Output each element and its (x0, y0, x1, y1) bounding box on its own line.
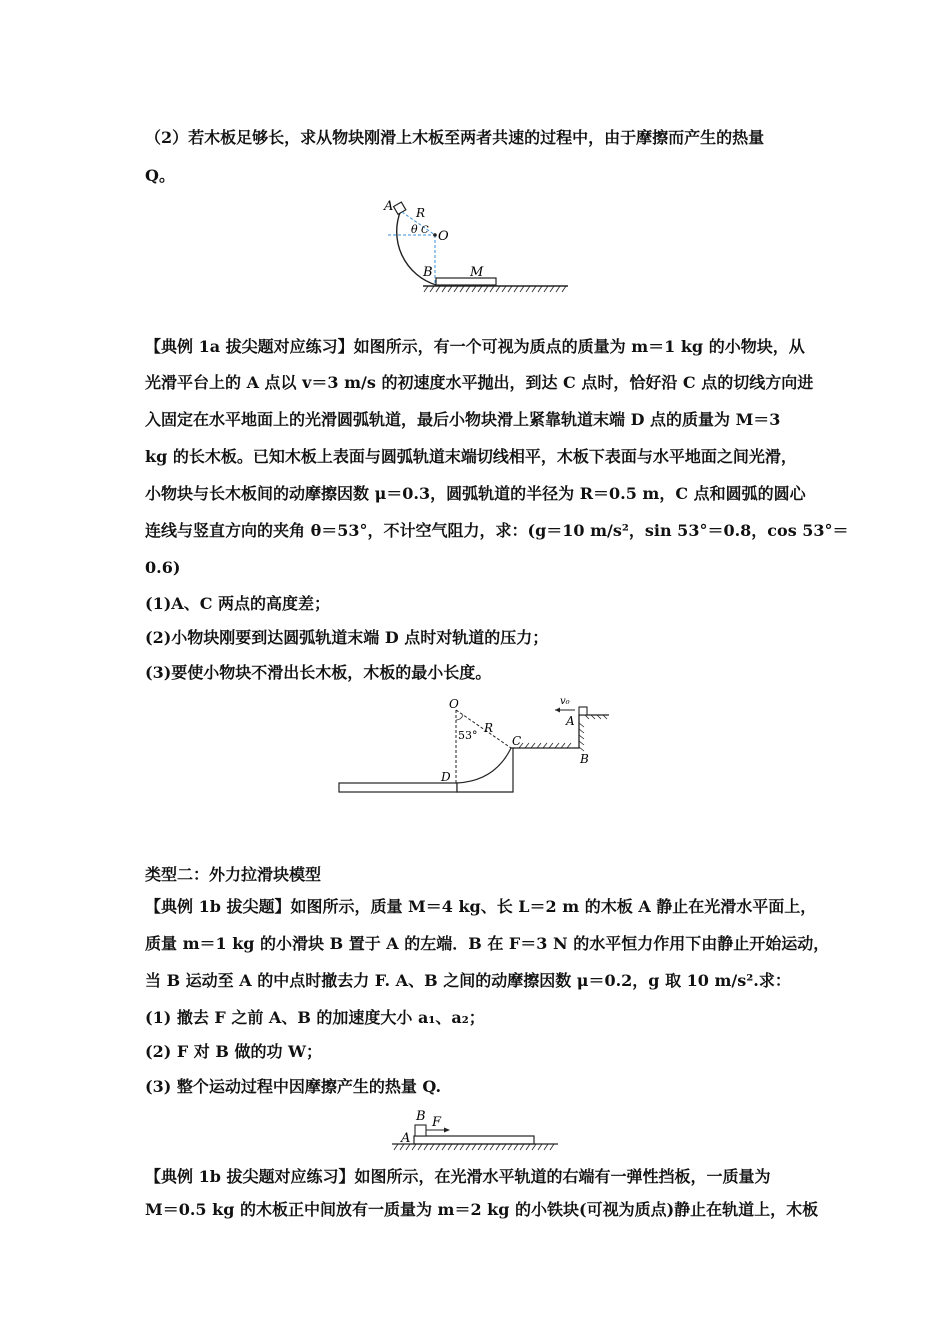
board-a (414, 1136, 534, 1144)
example-1b-sub-1: (1) 撤去 F 之前 A、B 的加速度大小 a₁、a₂； (145, 1008, 485, 1027)
question-2-line-1: （2）若木板足够长，求从物块刚滑上木板至两者共速的过程中，由于摩擦而产生的热量 (145, 128, 765, 147)
example-1b-practice-line-2: M＝0.5 kg 的木板正中间放有一质量为 m＝2 kg 的小铁块(可视为质点)静止在轨道上，木板 (145, 1200, 819, 1219)
label-o: O (438, 229, 449, 244)
label-r: R (416, 206, 426, 220)
example-1a-sub-2: (2)小物块刚要到达圆弧轨道末端 D 点时对轨道的压力； (145, 628, 549, 647)
label-b: B (580, 752, 589, 766)
label-theta: θ (411, 223, 418, 236)
velocity-arrowhead (555, 708, 560, 713)
example-1a-line-2: 光滑平台上的 A 点以 v＝3 m/s 的初速度水平抛出，到达 C 点时，恰好沿 C 点的切线方向进 (145, 373, 814, 392)
ground-hatch (394, 1144, 554, 1150)
label-c: C (512, 734, 522, 748)
label-b: B (423, 265, 433, 280)
force-arrowhead (444, 1128, 450, 1133)
label-angle: 53° (458, 729, 478, 742)
label-a: A (566, 714, 575, 728)
label-f: F (432, 1115, 442, 1130)
label-o: O (449, 697, 459, 711)
label-b: B (416, 1109, 426, 1124)
label-a: A (384, 199, 394, 214)
example-1a-line-3: 入固定在水平地面上的光滑圆弧轨道，最后小物块滑上紧靠轨道末端 D 点的质量为 M＝3 (145, 410, 781, 429)
board-m (436, 278, 496, 285)
example-1a-line-4: kg 的长木板。已知木板上表面与圆弧轨道末端切线相平，木板下表面与水平地面之间光滑， (145, 447, 797, 466)
example-1a-line-1: 【典例 1a 拔尖题对应练习】如图所示，有一个可视为质点的质量为 m＝1 kg 的小物块，从 (145, 337, 805, 356)
center-o-dot (433, 233, 437, 237)
example-1b-line-3: 当 B 运动至 A 的中点时撤去力 F. A、B 之间的动摩擦因数 μ＝0.2，g 取 10 m/s².求： (145, 971, 791, 990)
example-1b-line-1: 【典例 1b 拔尖题】如图所示，质量 M＝4 kg、长 L＝2 m 的木板 A 静止在光滑水平面上， (145, 897, 817, 916)
figure-board-block-force (392, 1104, 562, 1158)
block-a (579, 707, 587, 715)
platform-outline (513, 715, 609, 748)
example-1b-practice-line-1: 【典例 1b 拔尖题对应练习】如图所示，在光滑水平轨道的右端有一弹性挡板，一质量为 (145, 1167, 771, 1186)
example-1a-sub-3: (3)要使小物块不滑出长木板，木板的最小长度。 (145, 663, 492, 682)
arc-track-block (457, 748, 513, 792)
example-1a-line-6: 连线与竖直方向的夹角 θ＝53°，不计空气阻力，求：(g＝10 m/s²，sin 53°＝0.8，cos 53°＝ (145, 521, 849, 540)
block-a (394, 202, 406, 214)
label-c: C (421, 225, 429, 236)
question-2-line-2: Q。 (145, 166, 175, 185)
block-b (415, 1125, 426, 1136)
ground-hatch (424, 286, 566, 292)
section-type-2-heading: 类型二：外力拉滑块模型 (145, 865, 322, 884)
label-d: D (441, 770, 451, 784)
platform-hatch (519, 715, 607, 751)
example-1a-sub-1: (1)A、C 两点的高度差； (145, 594, 330, 613)
figure-arc-track-board (378, 195, 578, 304)
example-1b-sub-2: (2) F 对 B 做的功 W； (145, 1042, 322, 1061)
figure-platform-arc-board (335, 693, 615, 803)
example-1b-line-2: 质量 m＝1 kg 的小滑块 B 置于 A 的左端．B 在 F＝3 N 的水平恒力作用下由静止开始运动， (145, 934, 830, 953)
label-m: M (470, 265, 484, 280)
example-1b-sub-3: (3) 整个运动过程中因摩擦产生的热量 Q. (145, 1077, 442, 1096)
label-v0: v₀ (560, 696, 570, 707)
long-board (339, 783, 457, 792)
label-r: R (484, 721, 494, 735)
example-1a-line-7: 0.6) (145, 558, 181, 577)
label-a: A (401, 1131, 411, 1146)
angle-arc (456, 715, 463, 720)
example-1a-line-5: 小物块与长木板间的动摩擦因数 μ＝0.3，圆弧轨道的半径为 R＝0.5 m，C 点和圆弧的圆心 (145, 484, 806, 503)
